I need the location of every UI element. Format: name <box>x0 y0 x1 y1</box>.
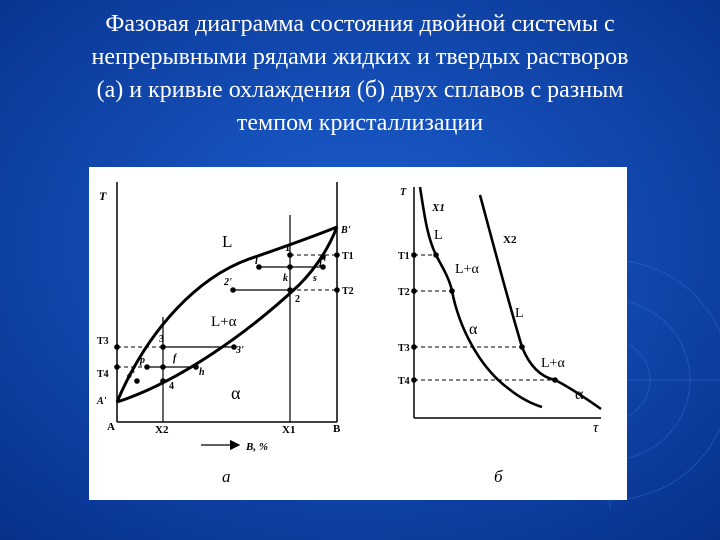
cooling-curve-x2 <box>480 195 601 409</box>
b-t3-label: T3 <box>398 343 410 354</box>
slide-title <box>20 8 700 140</box>
cooling-curves-b <box>398 187 601 486</box>
b-t3-marker <box>411 344 417 350</box>
b-t4-marker <box>411 377 417 383</box>
label-x2: X2 <box>155 424 169 436</box>
cooling-curve-x1 <box>420 187 542 407</box>
curve-x1-label: X1 <box>432 202 445 214</box>
point-p <box>144 364 150 370</box>
b-t4-label: T4 <box>398 376 410 387</box>
point-h <box>193 364 199 370</box>
curve-x2-solid-label: α <box>575 386 584 403</box>
point-k <box>287 264 293 270</box>
title-line: Фазовая диаграмма состояния двойной системы с <box>105 11 615 37</box>
point-2-prime <box>230 287 236 293</box>
x2-t4-point <box>552 377 558 383</box>
point-p-label: p <box>140 355 145 366</box>
point-s-label: s <box>313 273 317 284</box>
curve-x1-liquid-label: L <box>434 228 443 243</box>
region-two-phase-label: L+α <box>211 314 237 330</box>
point-1-label: 1 <box>285 243 290 254</box>
b-axis-x-label: τ <box>593 420 599 436</box>
curve-x1-solid-label: α <box>469 321 478 338</box>
label-b: B <box>333 423 341 435</box>
point-4-prime-label: 4' <box>127 370 135 381</box>
point-l-label: l <box>255 256 258 267</box>
point-2-prime-label: 2' <box>224 277 232 288</box>
title-line: непрерывными рядами жидких и твердых растворов <box>91 44 629 70</box>
b-axis-y-label: T <box>400 187 407 198</box>
axis-y-label: T <box>99 189 107 203</box>
region-liquid-label: L <box>222 232 233 251</box>
t3-label: T3 <box>97 336 109 347</box>
t1-marker <box>334 252 340 258</box>
b-t1-label: T1 <box>398 251 410 262</box>
point-3 <box>160 344 166 350</box>
caption-b: б <box>494 467 503 486</box>
figure-drawing <box>89 167 627 500</box>
curve-x2-label: X2 <box>503 234 517 246</box>
point-f <box>160 364 166 370</box>
curve-x2-liquid-label: L <box>515 306 524 321</box>
figure-panel <box>89 167 627 500</box>
point-2-label: 2 <box>295 294 300 305</box>
t4-label: T4 <box>97 369 109 380</box>
t1-label: T1 <box>342 251 354 262</box>
composition-axis-label: B, % <box>246 441 268 453</box>
t4-marker <box>114 364 120 370</box>
point-h-label: h <box>199 367 205 378</box>
point-4-prime <box>134 378 140 384</box>
caption-a: а <box>222 467 231 486</box>
title-line: темпом кристаллизации <box>236 110 484 136</box>
b-t2-marker <box>411 288 417 294</box>
point-4 <box>160 378 166 384</box>
t2-marker <box>334 287 340 293</box>
point-4-label: 4 <box>169 381 174 392</box>
title-line: (а) и кривые охлаждения (б) двух сплавов с разным <box>96 77 624 103</box>
x2-t3-point <box>519 344 525 350</box>
label-b-prime: B' <box>341 225 351 236</box>
point-3-label: 3 <box>159 334 164 345</box>
b-t1-marker <box>411 252 417 258</box>
x1-t2-point <box>449 288 455 294</box>
point-k-label: k <box>283 273 288 284</box>
curve-x1-two-phase-label: L+α <box>455 262 479 277</box>
curve-x2-two-phase-label: L+α <box>541 356 565 371</box>
phase-diagram-a <box>96 182 354 486</box>
x1-t1-point <box>433 252 439 258</box>
label-x1: X1 <box>282 424 296 436</box>
point-1-prime-label: 1' <box>318 258 326 269</box>
point-3-prime-label: 3' <box>236 345 244 356</box>
label-a: A <box>107 421 115 433</box>
point-f-label: f <box>173 353 177 364</box>
region-solid-label: α <box>231 383 241 403</box>
point-2 <box>287 287 293 293</box>
label-a-prime: A' <box>97 396 107 407</box>
t3-marker <box>114 344 120 350</box>
b-t2-label: T2 <box>398 287 410 298</box>
t2-label: T2 <box>342 286 354 297</box>
